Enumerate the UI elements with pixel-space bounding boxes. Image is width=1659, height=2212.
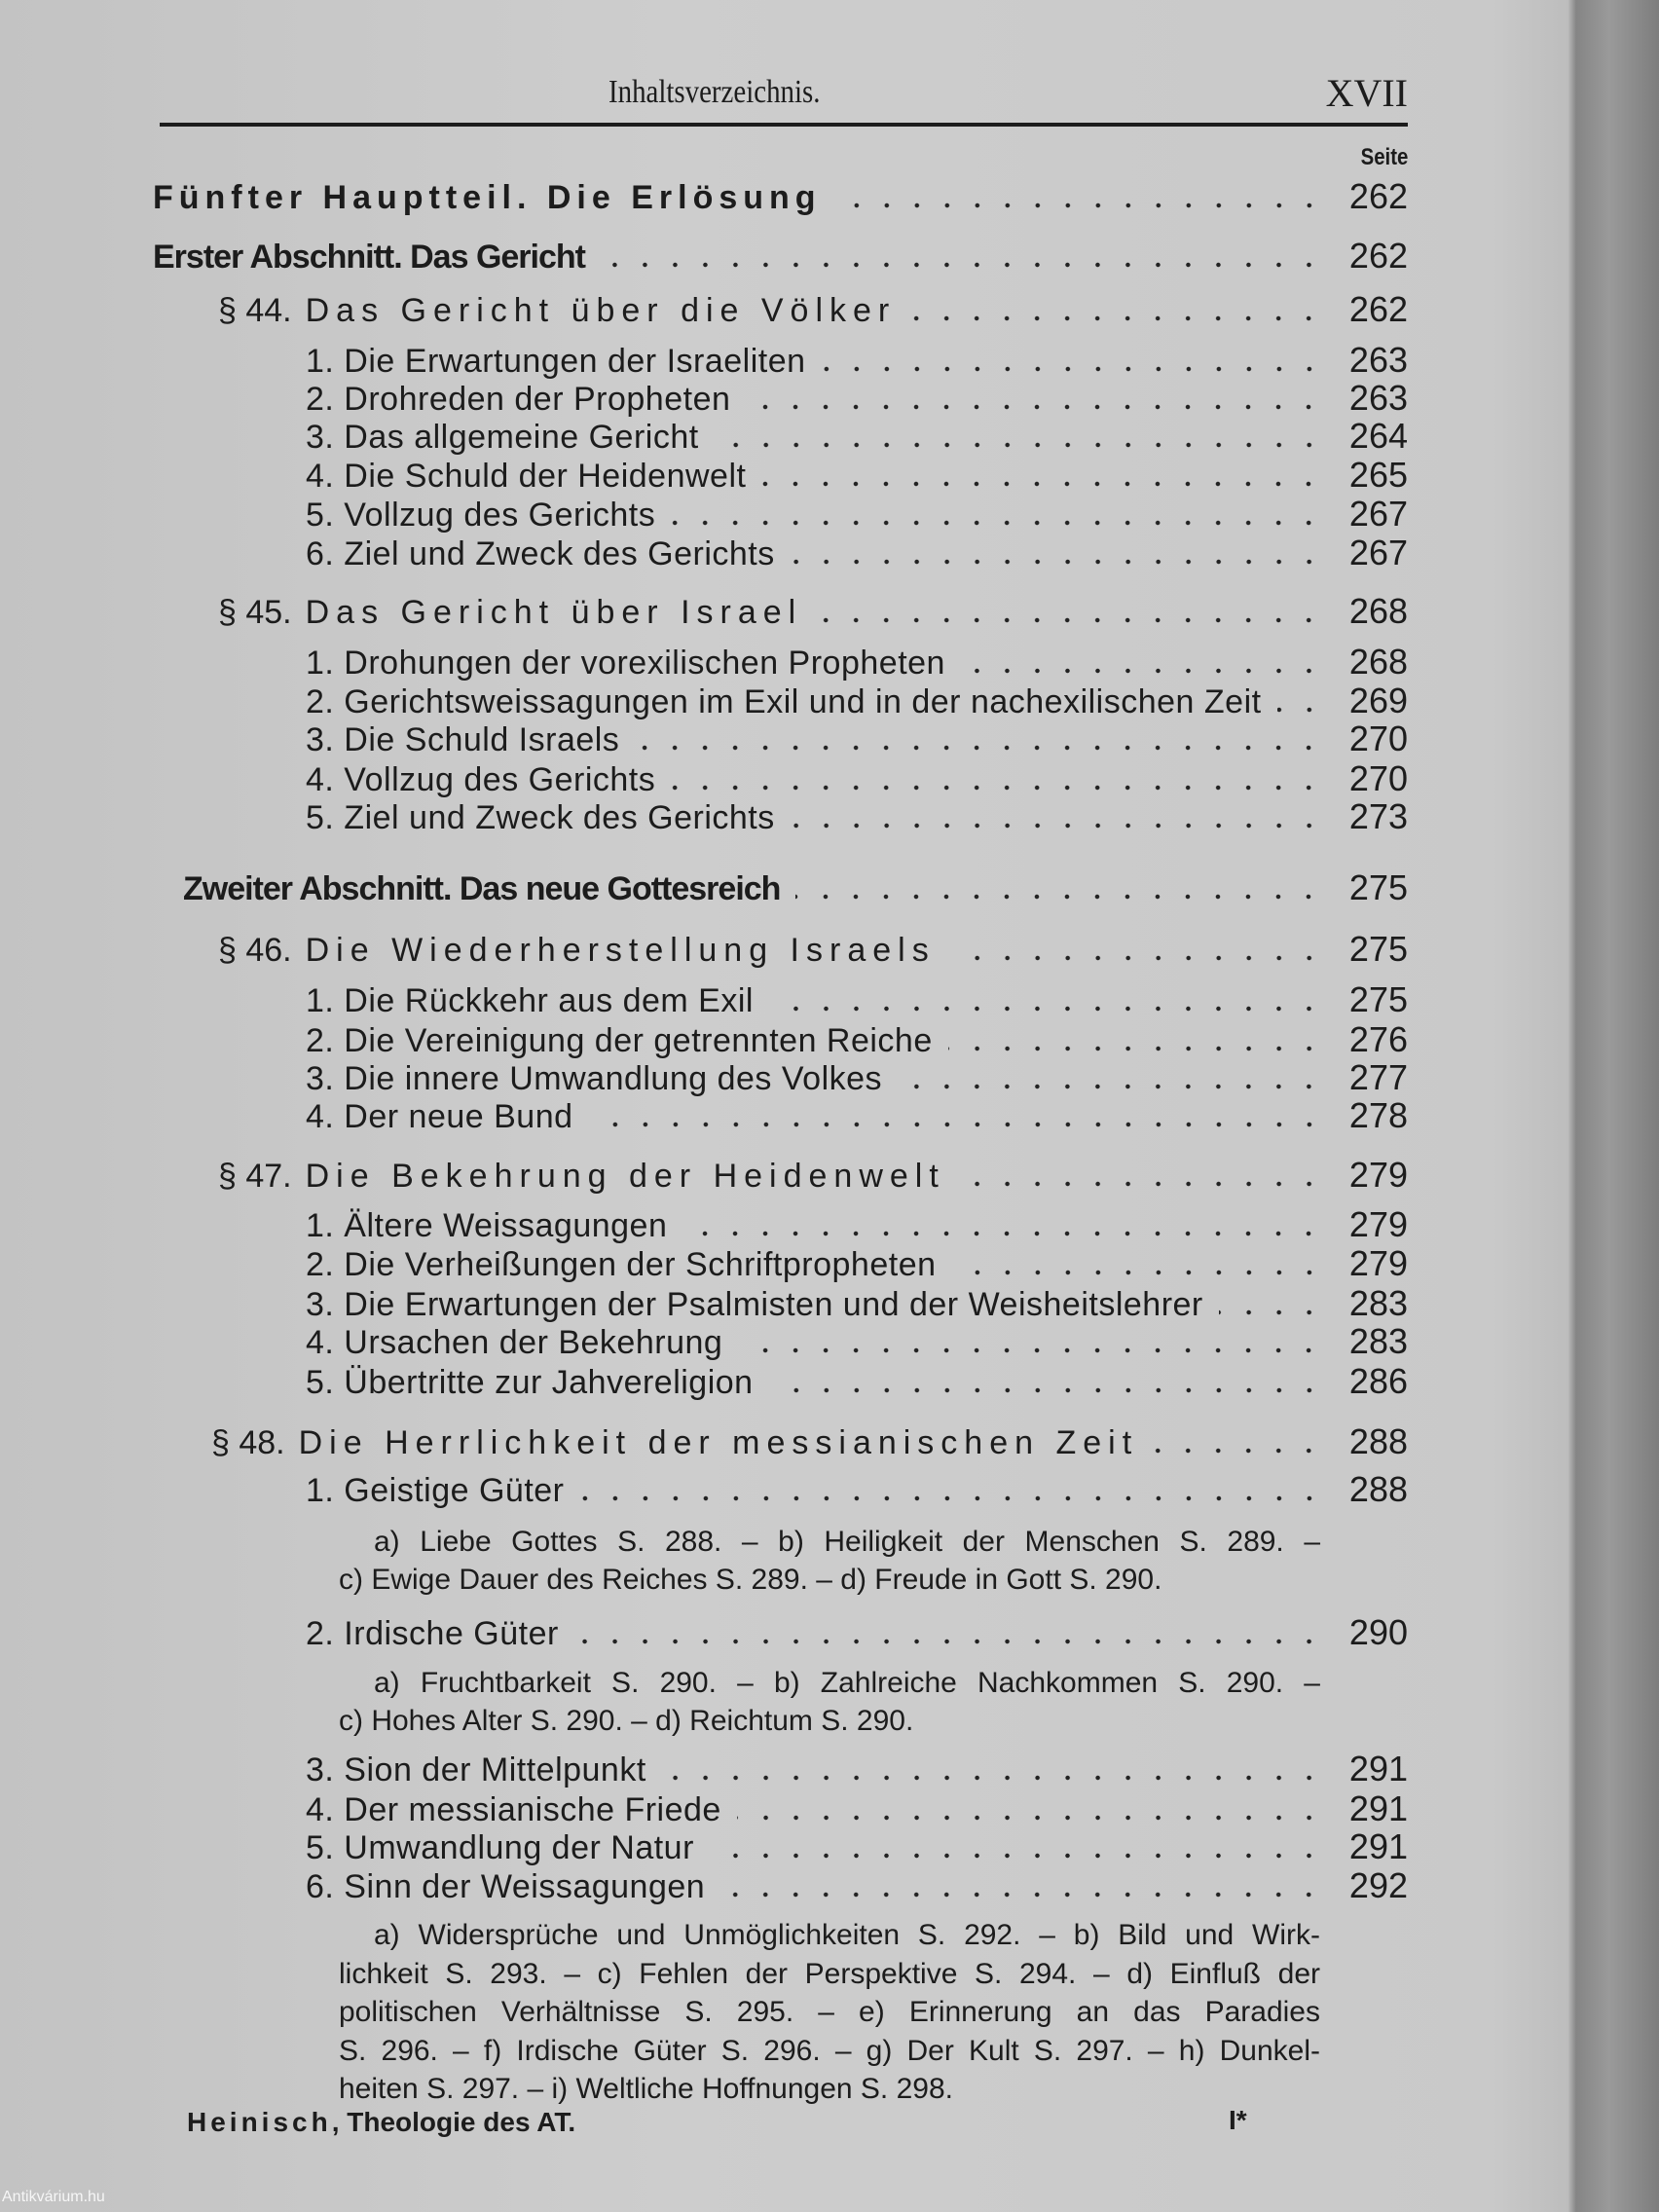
toc-entry-item [0, 417, 1408, 457]
toc-subtopic-line: politischen Verhältnisse S. 295. – e) Erinnerung an das Paradies [339, 1996, 1320, 2028]
dot-leader [1277, 707, 1324, 713]
toc-entry-label: 2. Gerichtsweissagungen im Exil und in der nachexilischen Zeit [306, 683, 1262, 720]
dot-leader [589, 1122, 1324, 1127]
toc-page-number: 275 [1348, 929, 1408, 969]
toc-page-number: 279 [1348, 1155, 1408, 1195]
toc-entry-label: 1. Die Rückkehr aus dem Exil [306, 982, 754, 1019]
toc-page-number: 278 [1348, 1095, 1408, 1135]
toc-subtopic-line: a) Widersprüche und Unmöglichkeiten S. 292. – b) Bild und Wirk- [374, 1919, 1320, 1951]
toc-entry-label: 1. Ältere Weissagungen [306, 1207, 668, 1244]
toc-entry-item [0, 1244, 1408, 1284]
footer-signature-line [187, 2107, 575, 2138]
section-title: Die Bekehrung der Heidenwelt [305, 1158, 945, 1195]
toc-subtopic-line: S. 296. – f) Irdische Güter S. 296. – g) Der Kult S. 297. – h) Dunkel- [339, 2035, 1320, 2067]
toc-entry-item [0, 1827, 1408, 1867]
toc-entry-sec [0, 237, 1408, 276]
toc-entry-item [0, 643, 1408, 682]
dot-leader [948, 1046, 1324, 1051]
toc-page-number: 283 [1348, 1283, 1408, 1323]
dot-leader [715, 442, 1324, 448]
dot-leader [837, 203, 1324, 208]
toc-entry-label: 3. Das allgemeine Gericht [306, 419, 699, 456]
toc-entry-label: 2. Die Vereinigung der getrennten Reiche [306, 1022, 933, 1059]
toc-page-number: 290 [1348, 1612, 1408, 1652]
toc-entry-label: Zweiter Abschnitt. Das neue Gottesreich [183, 870, 781, 907]
toc-entry-label: Fünfter Hauptteil. Die Erlösung [153, 179, 822, 216]
toc-entry-par [0, 592, 1408, 632]
toc-entry-label: 3. Sion der Mittelpunkt [306, 1751, 646, 1788]
toc-page-number: 270 [1348, 758, 1408, 798]
toc-entry-item [0, 495, 1408, 535]
dot-leader [635, 745, 1324, 751]
section-title: Das Gericht über Israel [305, 594, 803, 631]
toc-entry-sec [0, 868, 1408, 908]
toc-entry-item [0, 456, 1408, 496]
toc-page-number: 279 [1348, 1204, 1408, 1244]
toc-entry-item [0, 682, 1408, 721]
footer-author: Heinisch [187, 2107, 332, 2137]
toc-entry-item [0, 379, 1408, 419]
section-number: § 48. [211, 1424, 285, 1461]
toc-page-number: 262 [1348, 289, 1408, 329]
toc-page-number: 291 [1348, 1826, 1408, 1866]
dot-leader [662, 1775, 1324, 1781]
toc-entry-item [0, 1020, 1408, 1060]
dot-leader [671, 520, 1324, 526]
toc-entry-label [218, 291, 896, 330]
toc-entry-label: 3. Die Erwartungen der Psalmisten und der Weisheitslehrer [306, 1286, 1203, 1323]
toc-subtopic-line: heiten S. 297. – i) Weltliche Hoffnungen S. 298. [339, 2073, 953, 2105]
dot-leader [961, 668, 1324, 674]
toc-entry-label: Erster Abschnitt. Das Gericht [153, 239, 585, 276]
toc-entry-item [0, 1284, 1408, 1324]
toc-entry-item [0, 1789, 1408, 1829]
dot-leader [746, 404, 1324, 410]
toc-entry-label: 4. Der neue Bund [306, 1098, 573, 1135]
dot-leader [710, 1853, 1324, 1859]
toc-subtopic-line: c) Hohes Alter S. 290. – d) Reichtum S. 290. [339, 1705, 914, 1737]
dot-leader [911, 315, 1324, 321]
dot-leader [574, 1639, 1324, 1644]
toc-entry-label: 3. Die Schuld Israels [306, 721, 620, 758]
toc-entry-label: 4. Die Schuld der Heidenwelt [306, 458, 747, 495]
dot-leader [898, 1084, 1324, 1089]
dot-leader [761, 481, 1323, 487]
toc-page-number: 291 [1348, 1749, 1408, 1788]
toc-entry-item [0, 1362, 1408, 1402]
toc-entry-label: 3. Die innere Umwandlung des Volkes [306, 1060, 883, 1097]
toc-entry-par [0, 1422, 1408, 1462]
toc-entry-label: 5. Vollzug des Gerichts [306, 497, 656, 534]
dot-leader [769, 1387, 1324, 1393]
toc-entry-item [0, 1613, 1408, 1653]
toc-entry-label: 1. Drohungen der vorexilischen Propheten [306, 645, 945, 682]
toc-page-number: 291 [1348, 1788, 1408, 1828]
dot-leader [952, 1270, 1324, 1275]
watermark: Antikvárium.hu [2, 2189, 105, 2205]
toc-page-number: 262 [1348, 176, 1408, 216]
dot-leader [951, 955, 1324, 961]
toc-entry-item [0, 797, 1408, 837]
page-number: XVII [1325, 71, 1408, 115]
toc-entry-item [0, 1058, 1408, 1098]
toc-entry-label: 5. Ziel und Zweck des Gerichts [306, 799, 775, 836]
toc-entry-label: 5. Umwandlung der Natur [306, 1829, 694, 1866]
toc-page-number: 269 [1348, 681, 1408, 720]
toc-page-number: 268 [1348, 591, 1408, 631]
toc-entry-label: 6. Sinn der Weissagungen [306, 1868, 706, 1905]
section-title: Die Herrlichkeit der messianischen Zeit [298, 1424, 1139, 1461]
toc-entry-item [0, 534, 1408, 573]
toc-entry-label: 5. Übertritte zur Jahvereligion [306, 1364, 754, 1401]
toc-subtopic-line: a) Liebe Gottes S. 288. – b) Heiligkeit der Menschen S. 289. – [374, 1526, 1320, 1558]
dot-leader [671, 785, 1324, 791]
dot-leader [682, 1231, 1324, 1236]
dot-leader [738, 1347, 1324, 1353]
toc-page-number: 292 [1348, 1865, 1408, 1905]
dot-leader [791, 559, 1324, 565]
toc-entry-label [218, 1157, 945, 1196]
dot-leader [818, 617, 1324, 623]
dot-leader [580, 1495, 1324, 1501]
toc-page-number: 288 [1348, 1469, 1408, 1509]
dot-leader [1154, 1448, 1324, 1454]
toc-page-number: 273 [1348, 796, 1408, 836]
toc-entry-item [0, 1096, 1408, 1136]
dot-leader [791, 823, 1324, 829]
toc-entry-label: 1. Die Erwartungen der Israeliten [306, 343, 806, 380]
toc-entry-label: 2. Drohreden der Propheten [306, 381, 731, 418]
dot-leader [769, 1006, 1324, 1012]
toc-entry-item [0, 341, 1408, 381]
toc-entry-label: 6. Ziel und Zweck des Gerichts [306, 535, 775, 572]
toc-entry-label: 4. Ursachen der Bekehrung [306, 1324, 723, 1361]
toc-entry-item [0, 1750, 1408, 1789]
toc-entry-item [0, 980, 1408, 1020]
footer-book-title: , Theologie des AT. [331, 2107, 576, 2137]
toc-entry-item [0, 759, 1408, 799]
toc-entry-label: 2. Irdische Güter [306, 1615, 559, 1652]
toc-page-number: 262 [1348, 236, 1408, 276]
toc-entry-part [0, 177, 1408, 217]
page-column-label: Seite [1360, 144, 1408, 170]
dot-leader [1219, 1309, 1324, 1315]
dot-leader [720, 1892, 1324, 1898]
toc-entry-label: 2. Die Verheißungen der Schriftpropheten [306, 1246, 937, 1283]
toc-page-number: 275 [1348, 867, 1408, 907]
toc-subtopic-line: c) Ewige Dauer des Reiches S. 289. – d) Freude in Gott S. 290. [339, 1564, 1162, 1596]
toc-entry-label [218, 593, 802, 632]
toc-page-number: 277 [1348, 1057, 1408, 1097]
section-title: Die Wiederherstellung Israels [305, 932, 936, 969]
toc-page-number: 286 [1348, 1361, 1408, 1401]
toc-page-number: 265 [1348, 455, 1408, 495]
header-rule [160, 123, 1408, 127]
printer-signature-mark: I* [1229, 2105, 1247, 2135]
toc-subtopic-line: a) Fruchtbarkeit S. 290. – b) Zahlreiche Nachkommen S. 290. – [374, 1667, 1320, 1699]
toc-entry-item [0, 1322, 1408, 1362]
toc-entry-label [218, 931, 936, 970]
dot-leader [795, 894, 1323, 900]
toc-page-number: 270 [1348, 719, 1408, 758]
section-number: § 46. [218, 932, 292, 969]
toc-entry-item [0, 1470, 1408, 1510]
toc-page-number: 263 [1348, 378, 1408, 418]
toc-subtopic-line: lichkeit S. 293. – c) Fehlen der Perspektive S. 294. – d) Einfluß der [339, 1958, 1320, 1990]
toc-page-number: 276 [1348, 1019, 1408, 1059]
toc-page-number: 267 [1348, 494, 1408, 534]
toc-page-number: 267 [1348, 533, 1408, 572]
dot-leader [961, 1181, 1324, 1187]
toc-page-number: 268 [1348, 642, 1408, 682]
section-number: § 45. [218, 594, 292, 631]
toc-entry-label: 1. Geistige Güter [306, 1472, 565, 1509]
toc-entry-label: 4. Der messianische Friede [306, 1791, 721, 1828]
toc-entry-par [0, 290, 1408, 330]
running-header-title: Inhaltsverzeichnis. [608, 74, 821, 110]
toc-entry-label [211, 1423, 1138, 1462]
toc-entry-label: 4. Vollzug des Gerichts [306, 761, 656, 798]
toc-page-number: 264 [1348, 416, 1408, 456]
dot-leader [601, 262, 1324, 268]
toc-entry-par [0, 930, 1408, 970]
dot-leader [822, 366, 1324, 372]
dot-leader [737, 1815, 1324, 1821]
toc-entry-item [0, 1205, 1408, 1245]
toc-entry-item [0, 719, 1408, 759]
section-number: § 44. [218, 292, 292, 329]
toc-page-number: 279 [1348, 1243, 1408, 1283]
toc-page-number: 275 [1348, 979, 1408, 1019]
toc-page-number: 283 [1348, 1321, 1408, 1361]
toc-entry-par [0, 1156, 1408, 1196]
section-title: Das Gericht über die Völker [305, 292, 897, 329]
toc-page-number: 263 [1348, 340, 1408, 380]
toc-entry-item [0, 1866, 1408, 1906]
section-number: § 47. [218, 1158, 292, 1195]
toc-page-number: 288 [1348, 1421, 1408, 1461]
